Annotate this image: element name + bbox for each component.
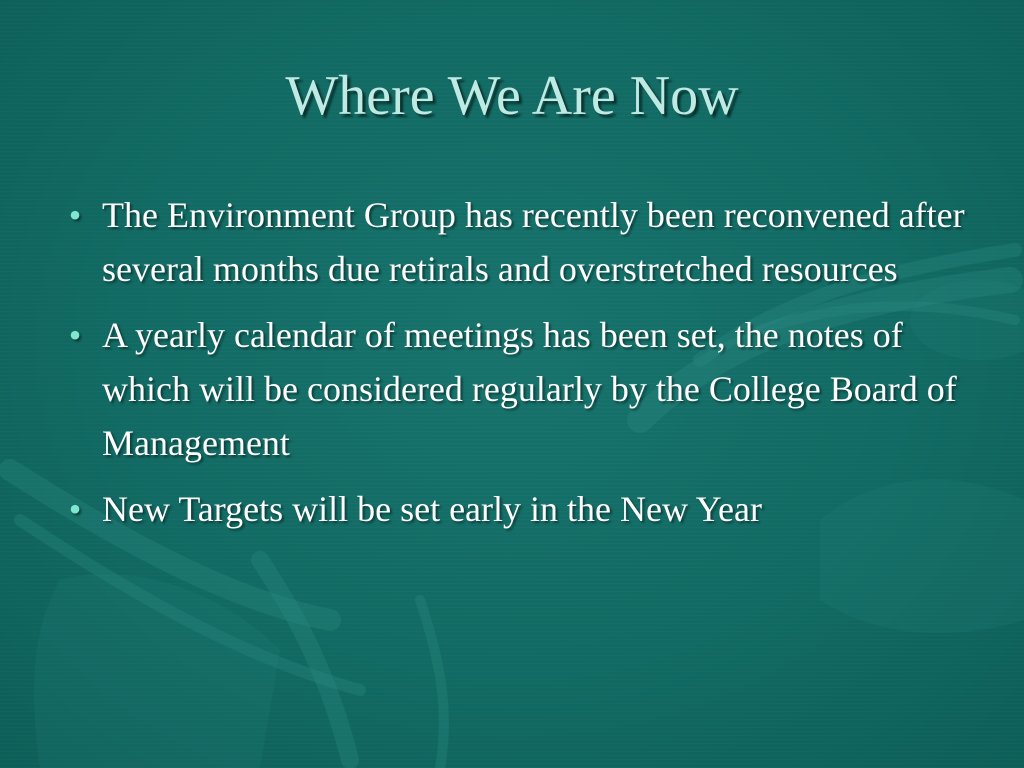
bullet-text: The Environment Group has recently been reconvened after several months due retirals and overstretched resources (102, 195, 965, 289)
bullet-item (60, 188, 970, 296)
bullet-marker: • (68, 195, 82, 235)
bullet-marker: • (68, 489, 82, 529)
bullet-list (60, 188, 970, 548)
bullet-text: New Targets will be set early in the New Year (102, 489, 762, 529)
slide-title: Where We Are Now (285, 65, 739, 127)
bullet-item (60, 482, 970, 536)
bullet-text: A yearly calendar of meetings has been set, the notes of which will be considered regularly by the College Board of Management (102, 315, 957, 463)
bullet-item (60, 308, 970, 470)
bullet-marker: • (68, 315, 82, 355)
